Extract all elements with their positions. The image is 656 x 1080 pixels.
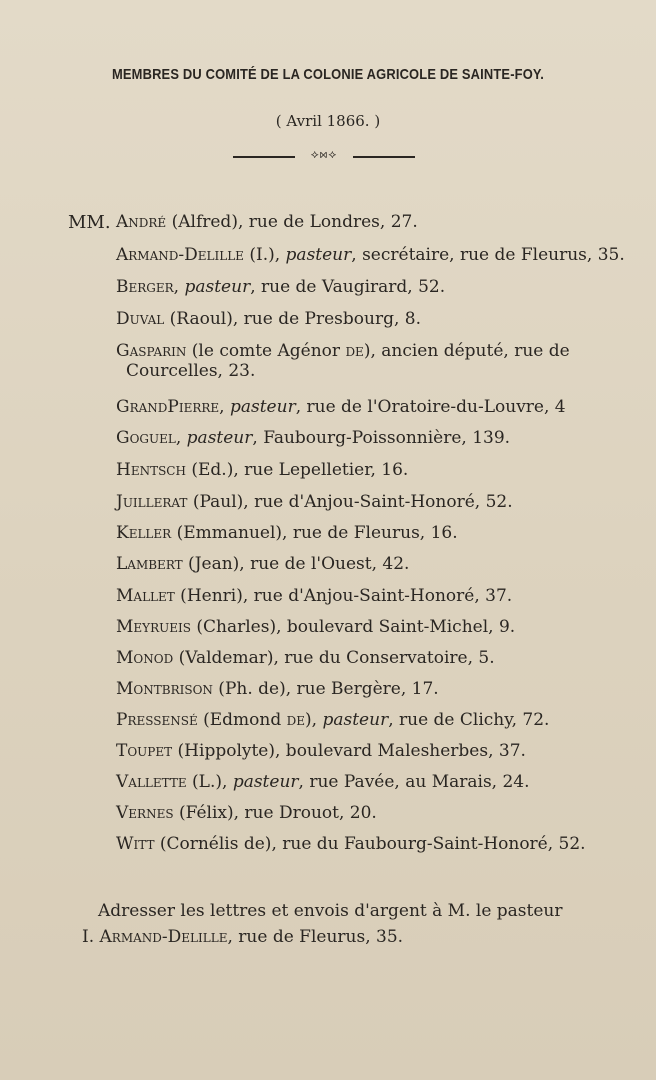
- page-title: MEMBRES DU COMITÉ DE LA COLONIE AGRICOLE DE SAINTE-FOY.: [111, 66, 545, 83]
- member-entry: Vernes (Félix), rue Drouot, 20.: [116, 803, 377, 823]
- divider-line-left: [233, 156, 295, 158]
- members-prefix: MM.: [68, 212, 111, 233]
- divider-line-right: [353, 156, 415, 158]
- member-entry: Pressensé (Edmond de), pasteur, rue de Clichy, 72.: [116, 710, 550, 730]
- member-entry: Armand-Delille (I.), pasteur, secrétaire, rue de Fleurus, 35.: [116, 245, 625, 265]
- member-entry: Meyrueis (Charles), boulevard Saint-Michel, 9.: [116, 617, 516, 637]
- member-entry: Juillerat (Paul), rue d'Anjou-Saint-Honoré, 52.: [116, 492, 513, 512]
- member-entry: Goguel, pasteur, Faubourg-Poissonnière, 139.: [116, 428, 511, 448]
- member-entry: Lambert (Jean), rue de l'Ouest, 42.: [116, 554, 410, 574]
- member-entry: GrandPierre, pasteur, rue de l'Oratoire-du-Louvre, 4: [116, 397, 566, 417]
- member-entry: Monod (Valdemar), rue du Conservatoire, 5.: [116, 648, 495, 668]
- member-entry: André (Alfred), rue de Londres, 27.: [116, 212, 418, 232]
- footer-line-1: Adresser les lettres et envois d'argent à M. le pasteur: [98, 901, 563, 921]
- member-entry: Witt (Cornélis de), rue du Faubourg-Saint-Honoré, 52.: [116, 834, 586, 854]
- footer-note: [82, 898, 582, 950]
- ornament-divider: [233, 147, 415, 164]
- member-entry: Keller (Emmanuel), rue de Fleurus, 16.: [116, 523, 458, 543]
- fleuron-icon: ⟡⋈⟡: [310, 147, 338, 161]
- date-line: ( Avril 1866. ): [275, 112, 381, 130]
- member-entry: Mallet (Henri), rue d'Anjou-Saint-Honoré, 37.: [116, 586, 513, 606]
- member-entry: Montbrison (Ph. de), rue Bergère, 17.: [116, 679, 439, 699]
- member-entry: Vallette (L.), pasteur, rue Pavée, au Marais, 24.: [116, 772, 530, 792]
- footer-line-2: I. Armand-Delille, rue de Fleurus, 35.: [82, 927, 404, 947]
- member-entry: Duval (Raoul), rue de Presbourg, 8.: [116, 309, 421, 329]
- member-entry: Gasparin (le comte Agénor de), ancien député, rue de Courcelles, 23.: [116, 341, 570, 381]
- member-entry: Hentsch (Ed.), rue Lepelletier, 16.: [116, 460, 409, 480]
- member-entry: Berger, pasteur, rue de Vaugirard, 52.: [116, 277, 446, 297]
- member-entry: Toupet (Hippolyte), boulevard Malesherbes, 37.: [116, 741, 526, 761]
